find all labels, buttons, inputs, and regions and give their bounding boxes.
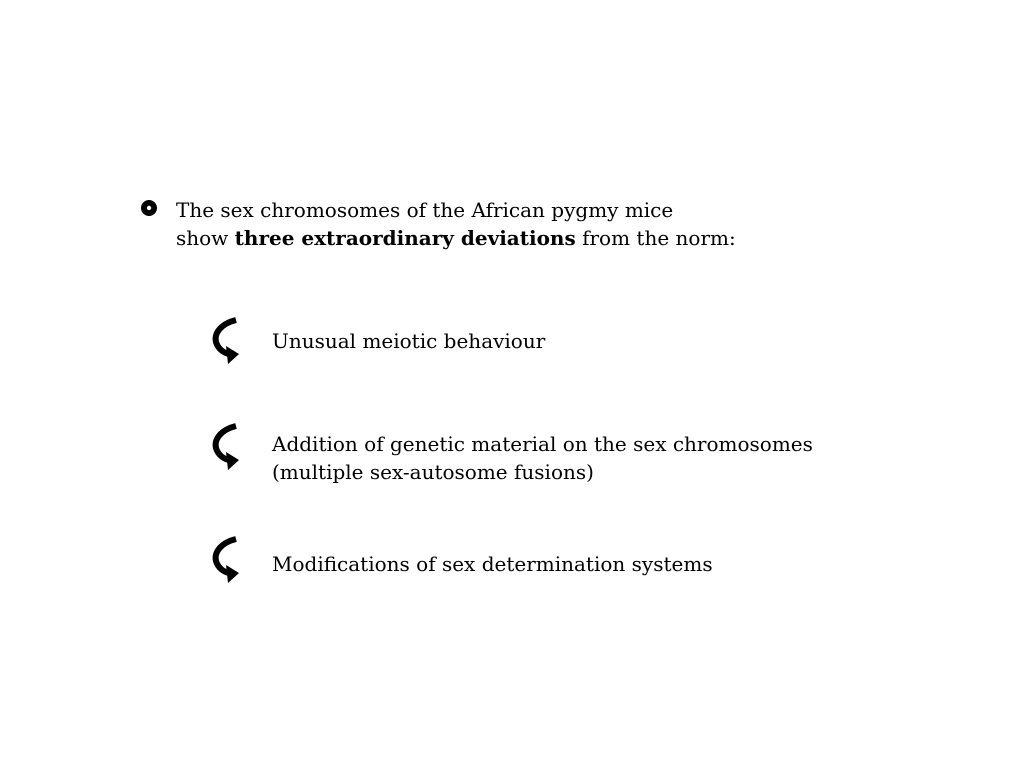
intro-line-2-prefix: show [176, 226, 235, 250]
intro-line-2-suffix: from the norm: [575, 226, 736, 250]
point-line-2: (multiple sex-autosome fusions) [272, 460, 594, 484]
intro-emphasis: three extraordinary deviations [234, 226, 576, 250]
intro-line-1: The sex chromosomes of the African pygmy mice [176, 198, 674, 222]
circled-dot-icon [140, 199, 158, 217]
point-text [272, 550, 713, 578]
point-line-1: Addition of genetic material on the sex chromosomes [272, 432, 813, 456]
point-text [272, 430, 813, 486]
intro-text [176, 196, 736, 252]
curved-down-arrow-icon [210, 422, 244, 474]
point-text [272, 327, 545, 355]
curved-down-arrow-icon [210, 535, 244, 587]
intro-line-2 [176, 224, 736, 252]
point-line-1: Unusual meiotic behaviour [272, 329, 546, 353]
curved-down-arrow-icon [210, 316, 244, 368]
point-line-1: Modifications of sex determination systems [272, 552, 713, 576]
